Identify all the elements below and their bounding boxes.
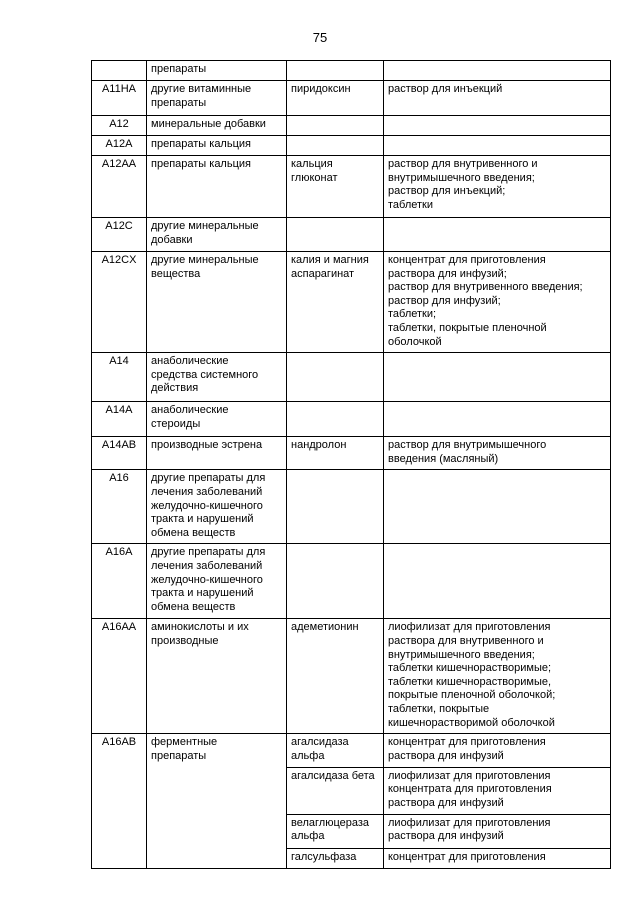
atc-code-cell: A11HA [92, 81, 147, 116]
atc-code-cell: A12A [92, 136, 147, 156]
drug-cell [287, 61, 384, 81]
group-cell: другие минеральные вещества [147, 252, 287, 353]
table-row [92, 156, 611, 218]
table-row [92, 136, 611, 156]
table-row [92, 252, 611, 353]
group-cell: препараты [147, 61, 287, 81]
table-row [92, 734, 611, 767]
dosage-form-cell [384, 470, 611, 544]
group-cell: анаболические средства системного действия [147, 353, 287, 402]
atc-code-cell: A12C [92, 218, 147, 252]
group-cell: препараты кальция [147, 136, 287, 156]
dosage-form-cell [384, 116, 611, 136]
group-cell: минеральные добавки [147, 116, 287, 136]
drug-cell: кальция глюконат [287, 156, 384, 218]
table-row [92, 619, 611, 734]
atc-code-cell: A12 [92, 116, 147, 136]
atc-code-cell: A14 [92, 353, 147, 402]
group-cell: препараты кальция [147, 156, 287, 218]
group-cell: аминокислоты и их производные [147, 619, 287, 734]
group-cell: производные эстрена [147, 437, 287, 470]
dosage-form-cell: раствор для внутривенного и внутримышечного введения; раствор для инъекций; таблетки [384, 156, 611, 218]
drug-cell [287, 402, 384, 437]
drug-cell [287, 353, 384, 402]
drug-cell: нандролон [287, 437, 384, 470]
table-row [92, 61, 611, 81]
drug-cell [287, 544, 384, 619]
atc-code-cell: A16A [92, 544, 147, 619]
group-cell: ферментные препараты [147, 734, 287, 868]
dosage-form-cell: раствор для инъекций [384, 81, 611, 116]
table-row [92, 437, 611, 470]
drug-cell: калия и магния аспарагинат [287, 252, 384, 353]
dosage-form-cell: концентрат для приготовления раствора для инфузий; раствор для внутривенного введения; раствор для инфузий; таблетки; таблетки, покрытые пленочной оболочкой [384, 252, 611, 353]
group-cell: другие препараты для лечения заболеваний желудочно-кишечного тракта и нарушений обмена веществ [147, 544, 287, 619]
drug-cell [287, 136, 384, 156]
atc-code-cell: A14AB [92, 437, 147, 470]
dosage-form-cell: лиофилизат для приготовления раствора для инфузий [384, 814, 611, 848]
dosage-form-cell [384, 402, 611, 437]
table-row [92, 81, 611, 116]
dosage-form-cell [384, 218, 611, 252]
table-row [92, 353, 611, 402]
drug-cell [287, 470, 384, 544]
drug-cell: адеметионин [287, 619, 384, 734]
table-row [92, 544, 611, 619]
drug-table [91, 60, 611, 869]
page-number: 75 [312, 30, 328, 45]
atc-code-cell: A16 [92, 470, 147, 544]
table-row [92, 116, 611, 136]
table-row [92, 402, 611, 437]
atc-code-cell: A16AA [92, 619, 147, 734]
table-row [92, 218, 611, 252]
dosage-form-cell [384, 544, 611, 619]
atc-code-cell: A16AB [92, 734, 147, 868]
table-row [92, 470, 611, 544]
atc-code-cell [92, 61, 147, 81]
drug-cell: агалсидаза альфа [287, 734, 384, 767]
group-cell: анаболические стероиды [147, 402, 287, 437]
group-cell: другие витаминные препараты [147, 81, 287, 116]
atc-code-cell: A12AA [92, 156, 147, 218]
drug-cell: велаглюцераза альфа [287, 814, 384, 848]
drug-cell: пиридоксин [287, 81, 384, 116]
dosage-form-cell [384, 61, 611, 81]
dosage-form-cell: лиофилизат для приготовления раствора для внутривенного и внутримышечного введения; таблетки кишечнорастворимые; таблетки кишечнорастворимые, покрытые пленочной оболочкой; таблетки, покрытые кишечнорастворимой оболочкой [384, 619, 611, 734]
atc-code-cell: A12CX [92, 252, 147, 353]
group-cell: другие препараты для лечения заболеваний желудочно-кишечного тракта и нарушений обмена веществ [147, 470, 287, 544]
atc-code-cell: A14A [92, 402, 147, 437]
dosage-form-cell: концентрат для приготовления [384, 848, 611, 868]
dosage-form-cell: раствор для внутримышечного введения (масляный) [384, 437, 611, 470]
dosage-form-cell [384, 353, 611, 402]
dosage-form-cell: лиофилизат для приготовления концентрата для приготовления раствора для инфузий [384, 767, 611, 814]
group-cell: другие минеральные добавки [147, 218, 287, 252]
drug-cell: агалсидаза бета [287, 767, 384, 814]
dosage-form-cell [384, 136, 611, 156]
dosage-form-cell: концентрат для приготовления раствора для инфузий [384, 734, 611, 767]
drug-cell [287, 116, 384, 136]
drug-cell: галсульфаза [287, 848, 384, 868]
drug-cell [287, 218, 384, 252]
